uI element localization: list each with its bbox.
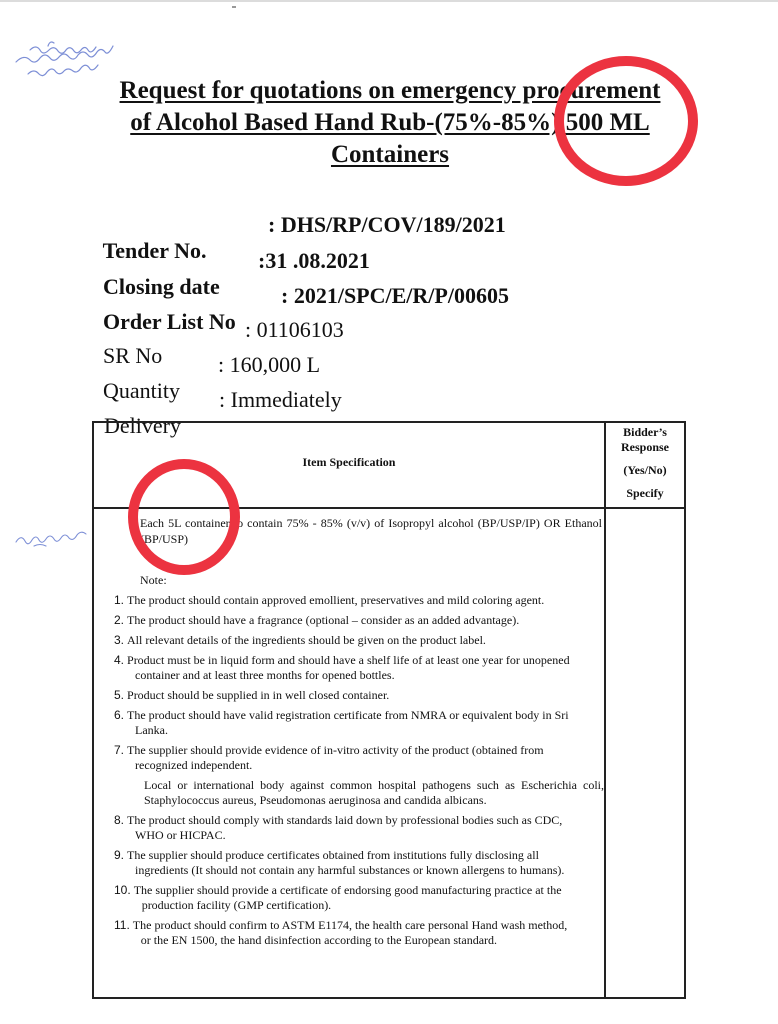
detail-label: SR No <box>103 343 163 368</box>
item-number: 10. <box>114 883 131 897</box>
list-item <box>114 593 604 608</box>
detail-label: Tender No. <box>102 238 207 263</box>
title-line-1: Request for quotations on emergency procurement <box>119 77 661 104</box>
item-number: 6. <box>114 708 125 722</box>
item-text-continued: WHO or HICPAC. <box>135 828 226 842</box>
header-resp-line-3: (Yes/No) <box>623 463 667 477</box>
scan-top-edge <box>0 0 778 2</box>
annotation-circle-specification <box>128 459 240 575</box>
list-item <box>114 653 604 683</box>
item-7-detail: Local or international body against common hospital pathogens such as Escherichia coli, Staphylococcus aureus, Pseudomonas aeruginosa and candida albicans. <box>144 778 604 807</box>
item-number: 11. <box>114 918 130 932</box>
detail-value: : 01106103 <box>245 317 344 342</box>
item-number: 1. <box>114 593 125 607</box>
item-text: The product should have valid registration certificate from NMRA or equivalent body in Sri <box>127 708 569 722</box>
item-text: The product should contain approved emollient, preservatives and mild coloring agent. <box>127 593 545 607</box>
detail-value: :31 .08.2021 <box>258 248 370 273</box>
item-number: 2. <box>114 613 125 627</box>
item-text: The product should have a fragrance (optional – consider as an added advantage). <box>127 613 520 627</box>
item-text: Product should be supplied in in well closed container. <box>127 688 390 702</box>
item-number: 7. <box>114 743 125 757</box>
requirements-list <box>114 593 604 953</box>
title-line-2: of Alcohol Based Hand Rub-(75%-85%) 500 ML <box>130 109 650 136</box>
list-item <box>114 633 604 648</box>
annotation-circle-title <box>554 56 698 186</box>
list-item <box>114 918 604 948</box>
item-text: All relevant details of the ingredients should be given on the product label. <box>127 633 486 647</box>
item-text-continued: production facility (GMP certification). <box>141 898 332 912</box>
detail-label: Order List No <box>103 309 236 334</box>
item-text-continued: Lanka. <box>135 723 168 737</box>
item-number: 9. <box>114 848 125 862</box>
list-item <box>114 848 604 878</box>
detail-label: Delivery <box>104 413 181 438</box>
item-text-continued: recognized independent. <box>135 758 253 772</box>
item-text-continued: container and at least three months for opened bottles. <box>135 668 395 682</box>
item-text: The supplier should provide evidence of in-vitro activity of the product (obtained from <box>127 743 544 757</box>
item-text: The supplier should produce certificates obtained from institutions fully disclosing all <box>127 848 539 862</box>
header-resp-line-4: Specify <box>626 486 664 500</box>
header-item-specification: Item Specification <box>302 455 396 469</box>
list-item <box>114 708 604 738</box>
item-text-continued: or the EN 1500, the hand disinfection according to the European standard. <box>140 933 498 947</box>
detail-value: : 160,000 L <box>218 352 321 377</box>
detail-label: Quantity <box>103 378 180 403</box>
list-item <box>114 688 604 703</box>
header-bidders-response <box>606 425 684 501</box>
table-column-divider <box>604 423 606 997</box>
list-item <box>114 743 604 773</box>
item-text-continued: ingredients (It should not contain any harmful substances or known allergens to humans). <box>135 863 565 877</box>
header-resp-line-2: Response <box>620 440 669 454</box>
list-item <box>114 883 604 913</box>
signature-left-margin <box>12 526 92 552</box>
header-resp-line-1: Bidder’s <box>623 425 667 439</box>
item-text: The product should confirm to ASTM E1174, the health care personal Hand wash method, <box>132 918 568 932</box>
title-line-3: Containers <box>330 141 450 168</box>
item-text: The supplier should provide a certificate of endorsing good manufacturing practice at the <box>133 883 562 897</box>
item-number: 5. <box>114 688 125 702</box>
item-number: 4. <box>114 653 125 667</box>
note-label: Note: <box>140 573 167 587</box>
scan-mark <box>232 6 236 8</box>
list-item <box>114 813 604 843</box>
item-text: Product must be in liquid form and should have a shelf life of at least one year for unopened <box>127 653 570 667</box>
detail-label: Closing date <box>103 274 220 299</box>
item-number: 8. <box>114 813 125 827</box>
detail-value: : Immediately <box>219 387 342 412</box>
list-item <box>114 613 604 628</box>
specification-intro: Each 5L container to contain 75% - 85% (v/v) of Isopropyl alcohol (BP/USP/IP) OR Ethanol (BP/USP) <box>140 516 602 546</box>
detail-value: : 2021/SPC/E/R/P/00605 <box>281 283 509 308</box>
item-text: The product should comply with standards laid down by professional bodies such as CDC, <box>127 813 563 827</box>
item-number: 3. <box>114 633 125 647</box>
detail-value: : DHS/RP/COV/189/2021 <box>268 212 506 237</box>
